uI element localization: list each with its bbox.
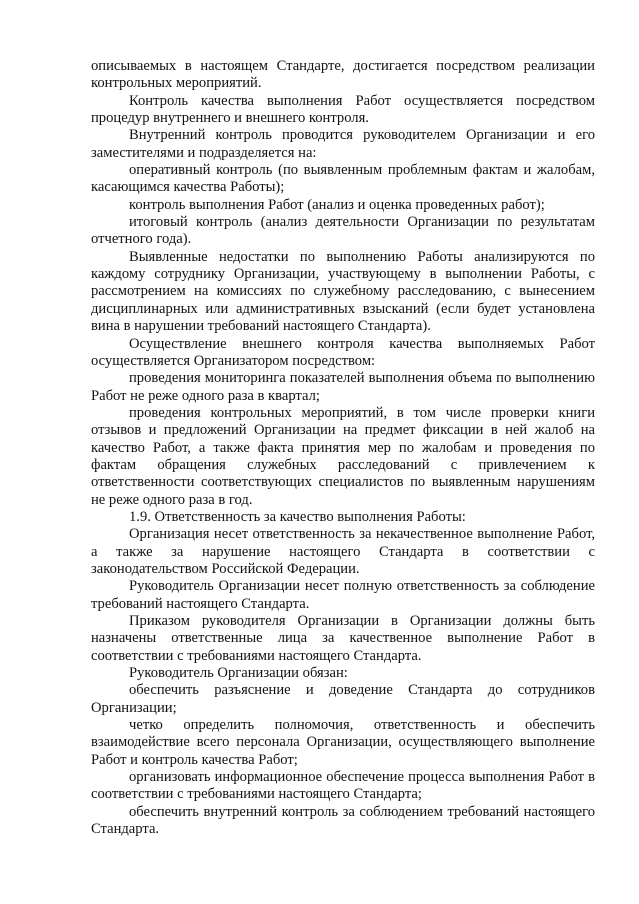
paragraph-head-responsibility: Руководитель Организации несет полную ответственность за соблюдение требований настоящего Стандарта. [91, 578, 595, 612]
paragraph-internal-control: Внутренний контроль проводится руководителем Организации и его заместителями и подразделяется на: [91, 127, 595, 161]
paragraph-head-obligations: Руководитель Организации обязан: [129, 665, 348, 682]
list-item-define-authority: четко определить полномочия, ответственность и обеспечить взаимодействие всего персонала Организации, осуществляющего выполнение Работ и контроль качества Работ; [91, 717, 595, 768]
paragraph-continuation: описываемых в настоящем Стандарте, достигается посредством реализации контрольных мероприятий. [91, 58, 595, 92]
list-item-work-control: контроль выполнения Работ (анализ и оценка проведенных работ); [129, 196, 545, 213]
list-item-operative-control: оперативный контроль (по выявленным проблемным фактам и жалобам, касающимся качества Работы); [91, 162, 595, 196]
paragraph-order-appointment: Приказом руководителя Организации в Организации должны быть назначены ответственные лица за качественное выполнение Работ в соответствии с требованиями настоящего Стандарта. [91, 613, 595, 664]
list-item-control-measures: проведения контрольных мероприятий, в том числе проверки книги отзывов и предложений Организации на предмет фиксации в ней жалоб на качество Работ, а также факта принятия мер по жалобам и проведения по фактам обращения служебных расследований с привлечением к ответственности соответствующих специалистов по выявленным нарушениям не реже одного раза в год. [91, 404, 595, 508]
list-item-explain-standard: обеспечить разъяснение и доведение Стандарта до сотрудников Организации; [91, 682, 595, 716]
paragraph-quality-control: Контроль качества выполнения Работ осуществляется посредством процедур внутреннего и внешнего контроля. [91, 92, 595, 127]
list-item-monitoring: проведения мониторинга показателей выполнения объема по выполнению Работ не реже одного раза в квартал; [91, 370, 595, 404]
document-body [91, 58, 595, 838]
paragraph-organization-responsibility: Организация несет ответственность за некачественное выполнение Работ, а также за нарушение настоящего Стандарта в соответствии с законодательством Российской Федерации. [91, 526, 595, 577]
section-heading-1-9: 1.9. Ответственность за качество выполнения Работы: [129, 508, 466, 525]
paragraph-external-control: Осуществление внешнего контроля качества выполняемых Работ осуществляется Организатором посредством: [91, 335, 595, 369]
list-item-information-support: организовать информационное обеспечение процесса выполнения Работ в соответствии с требованиями настоящего Стандарта; [91, 769, 595, 803]
list-item-internal-control: обеспечить внутренний контроль за соблюдением требований настоящего Стандарта. [91, 803, 595, 838]
paragraph-detected-defects: Выявленные недостатки по выполнению Работы анализируются по каждому сотруднику Организации, участвующему в выполнении Работы, с рассмотрением на комиссиях по служебному расследованию, с вынесением дисциплинарных или административных взысканий (если будет установлена вина в нарушении требований настоящего Стандарта). [91, 248, 595, 335]
list-item-final-control: итоговый контроль (анализ деятельности Организации по результатам отчетного года). [91, 214, 595, 248]
